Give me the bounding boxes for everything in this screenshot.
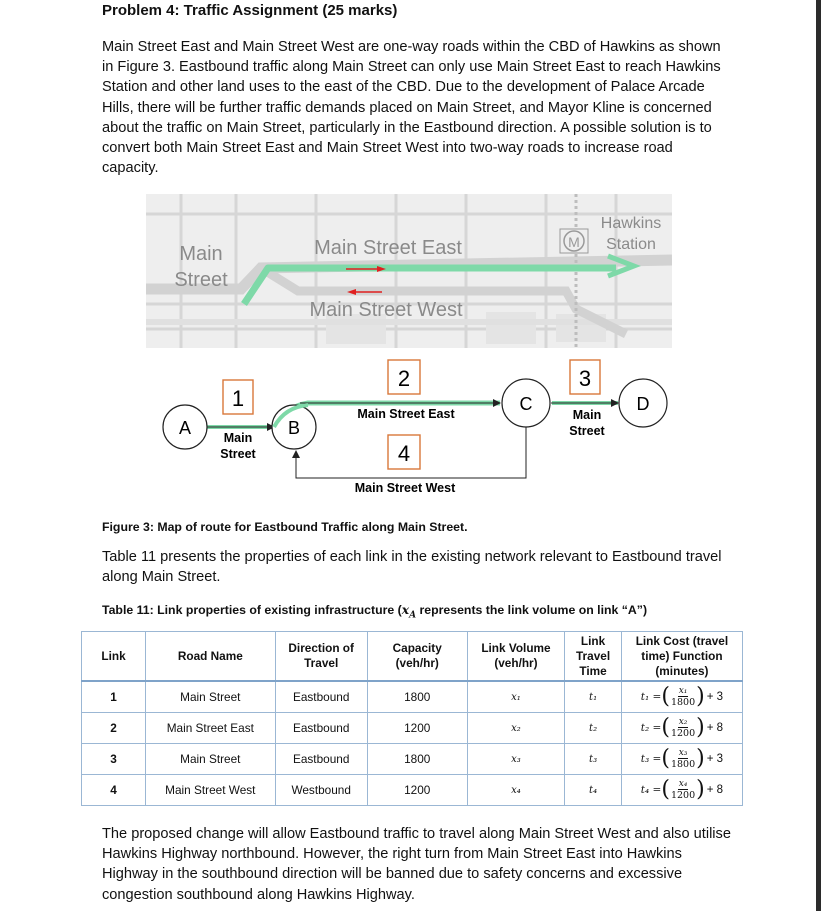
- map-main-street-label-1: Main: [179, 243, 223, 265]
- map-main-street-label-2: Street: [174, 269, 228, 291]
- table-caption: Table 11: Link properties of existing infrastructure ($x_A$ represents the link volume on link “A”): [102, 602, 648, 621]
- cell-time: t₄: [565, 775, 622, 806]
- node-b-label: B: [287, 418, 301, 438]
- cell-time: t₁: [565, 681, 622, 713]
- header-direction: Direction of Travel: [275, 632, 367, 682]
- cell-direction: Westbound: [275, 775, 367, 806]
- header-volume: Link Volume (veh/hr): [467, 632, 565, 682]
- map-main-street-west-label: Main Street West: [309, 299, 463, 321]
- metro-letter: M: [568, 234, 580, 250]
- page-edge: [816, 0, 821, 911]
- route-map: [146, 194, 672, 348]
- cell-capacity: 1800: [367, 744, 467, 775]
- table-row: [82, 681, 743, 713]
- cell-direction: Eastbound: [275, 713, 367, 744]
- header-capacity: Capacity (veh/hr): [367, 632, 467, 682]
- intro-paragraph: Main Street East and Main Street West are one-way roads within the CBD of Hawkins as shown in Figure 3. Eastbound traffic along Main Street can only use Main Street East to reach Hawkins Station and other land uses to the east of the CBD. Due to the development of Palace Arcade Hills, there will be further traffic demands placed on Main Street, and Mayor Kline is concerned about the traffic on Main Street, particularly in the Eastbound direction. A possible solution is to convert both Main Street East and Main Street West into two-way roads to increase road capacity.: [102, 39, 721, 177]
- cell-road: Main Street East: [146, 713, 275, 744]
- link1-label-line1: Main: [223, 431, 253, 445]
- cell-direction: Eastbound: [275, 744, 367, 775]
- link2-number: 2: [397, 366, 411, 391]
- node-c-label: C: [519, 394, 533, 414]
- cell-time: t₂: [565, 713, 622, 744]
- link1-number: 1: [231, 386, 245, 411]
- closing-paragraph: The proposed change will allow Eastbound traffic to travel along Main Street West and also utilise Hawkins Highway northbound. However, the right turn from Main Street East into Hawkins Highway in the southbound direction will be banned due to safety concerns and excessive congestion southbound along Hawkins Highway.: [102, 826, 731, 903]
- cell-volume: x₂: [467, 713, 565, 744]
- link3-label-line2: Street: [569, 424, 605, 438]
- cell-link: 1: [82, 681, 146, 713]
- link4-number: 4: [397, 441, 411, 466]
- header-travel-time: Link Travel Time: [565, 632, 622, 682]
- link3-number: 3: [578, 366, 592, 391]
- map-main-street-east-label: Main Street East: [314, 237, 462, 259]
- table-row: [82, 744, 743, 775]
- problem-title: Problem 4: Traffic Assignment (25 marks): [102, 2, 398, 19]
- cell-volume: x₃: [467, 744, 565, 775]
- table-intro-paragraph: Table 11 presents the properties of each link in the existing network relevant to Eastbound travel along Main Street.: [102, 549, 722, 586]
- cell-road: Main Street: [146, 744, 275, 775]
- figure-caption: Figure 3: Map of route for Eastbound Traffic along Main Street.: [102, 520, 468, 534]
- link3-label-line1: Main: [572, 408, 602, 422]
- header-road-name: Road Name: [146, 632, 275, 682]
- cell-link: 3: [82, 744, 146, 775]
- link4-label: Main Street West: [354, 481, 456, 495]
- cell-road: Main Street: [146, 681, 275, 713]
- link2-label: Main Street East: [357, 407, 455, 421]
- cell-link: 4: [82, 775, 146, 806]
- cell-volume: x₁: [467, 681, 565, 713]
- cell-volume: x₄: [467, 775, 565, 806]
- map-station-label: Station: [606, 236, 656, 253]
- table-row: [82, 713, 743, 744]
- cell-direction: Eastbound: [275, 681, 367, 713]
- cell-cost-function: t₄ = ( $\frac{\text{x₄}}{1200}$ ) + 8: [621, 775, 742, 806]
- cell-cost-function: t₁ = ( $\frac{\text{x₁}}{1800}$ ) + 3: [621, 681, 742, 713]
- network-diagram: [150, 355, 690, 510]
- cell-capacity: 1800: [367, 681, 467, 713]
- cell-road: Main Street West: [146, 775, 275, 806]
- node-a-label: A: [178, 418, 192, 438]
- table-header-row: [82, 632, 743, 682]
- header-link: Link: [82, 632, 146, 682]
- table-row: [82, 775, 743, 806]
- cell-cost-function: t₃ = ( $\frac{\text{x₃}}{1800}$ ) + 3: [621, 744, 742, 775]
- node-d-label: D: [636, 394, 650, 414]
- cell-cost-function: t₂ = ( $\frac{\text{x₂}}{1200}$ ) + 8: [621, 713, 742, 744]
- link-properties-table: [81, 631, 743, 806]
- link1-label-line2: Street: [220, 447, 256, 461]
- cell-link: 2: [82, 713, 146, 744]
- map-hawkins-label: Hawkins: [600, 215, 662, 232]
- header-cost-function: Link Cost (travel time) Function (minutes): [621, 632, 742, 682]
- cell-capacity: 1200: [367, 713, 467, 744]
- cell-capacity: 1200: [367, 775, 467, 806]
- cell-time: t₃: [565, 744, 622, 775]
